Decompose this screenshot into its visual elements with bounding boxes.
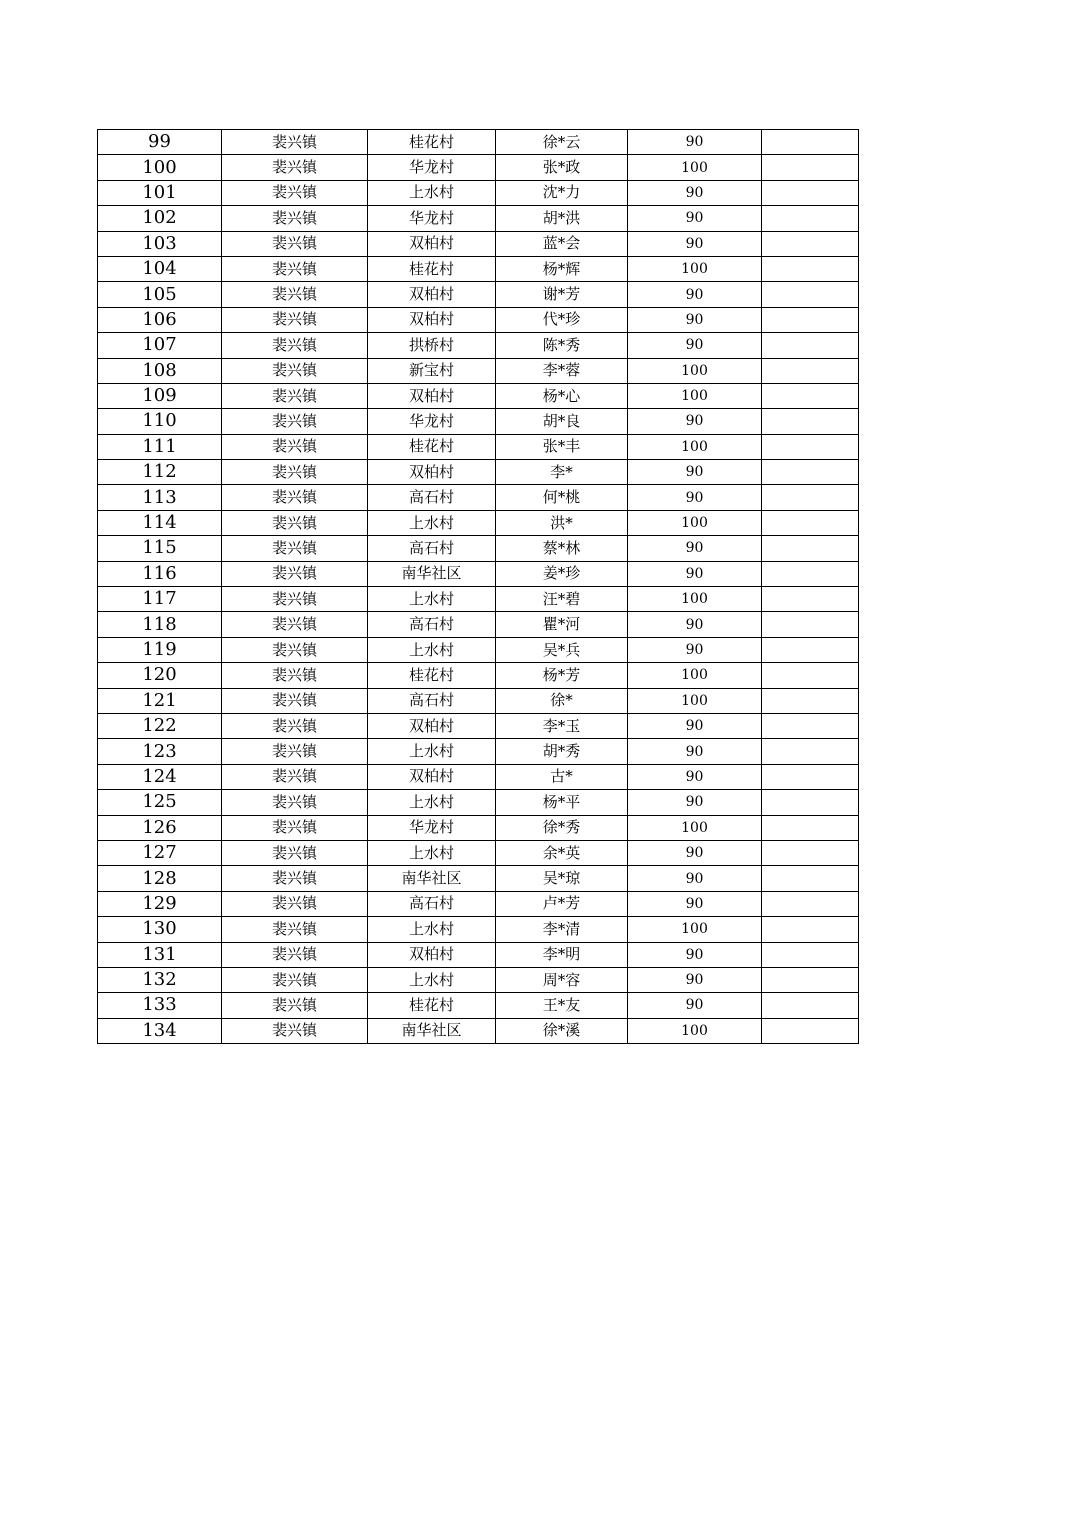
person-name-cell: 张*丰 <box>496 434 628 459</box>
village-cell: 高石村 <box>368 536 496 561</box>
person-name-cell: 张*政 <box>496 155 628 180</box>
table-row <box>98 206 859 231</box>
note-cell <box>762 815 859 840</box>
table-row <box>98 917 859 942</box>
serial-number-cell: 133 <box>98 993 222 1018</box>
person-name-cell: 余*英 <box>496 840 628 865</box>
amount-cell: 90 <box>628 485 762 510</box>
amount-cell: 90 <box>628 231 762 256</box>
serial-number-cell: 104 <box>98 256 222 281</box>
town-cell: 裴兴镇 <box>222 967 368 992</box>
table-row <box>98 231 859 256</box>
serial-number-cell: 127 <box>98 840 222 865</box>
town-cell: 裴兴镇 <box>222 815 368 840</box>
town-cell: 裴兴镇 <box>222 713 368 738</box>
note-cell <box>762 612 859 637</box>
table-row <box>98 942 859 967</box>
town-cell: 裴兴镇 <box>222 891 368 916</box>
amount-cell: 90 <box>628 206 762 231</box>
table-row <box>98 967 859 992</box>
amount-cell: 90 <box>628 561 762 586</box>
amount-cell: 90 <box>628 612 762 637</box>
town-cell: 裴兴镇 <box>222 510 368 535</box>
table-row <box>98 409 859 434</box>
person-name-cell: 陈*秀 <box>496 333 628 358</box>
village-cell: 桂花村 <box>368 434 496 459</box>
town-cell: 裴兴镇 <box>222 383 368 408</box>
amount-cell: 90 <box>628 866 762 891</box>
person-name-cell: 李*清 <box>496 917 628 942</box>
village-cell: 华龙村 <box>368 409 496 434</box>
serial-number-cell: 111 <box>98 434 222 459</box>
note-cell <box>762 130 859 155</box>
village-cell: 上水村 <box>368 790 496 815</box>
note-cell <box>762 180 859 205</box>
amount-cell: 90 <box>628 891 762 916</box>
village-cell: 上水村 <box>368 739 496 764</box>
town-cell: 裴兴镇 <box>222 739 368 764</box>
serial-number-cell: 122 <box>98 713 222 738</box>
town-cell: 裴兴镇 <box>222 485 368 510</box>
note-cell <box>762 206 859 231</box>
town-cell: 裴兴镇 <box>222 460 368 485</box>
village-cell: 上水村 <box>368 967 496 992</box>
note-cell <box>762 485 859 510</box>
table-row <box>98 256 859 281</box>
serial-number-cell: 129 <box>98 891 222 916</box>
person-name-cell: 李* <box>496 460 628 485</box>
town-cell: 裴兴镇 <box>222 358 368 383</box>
person-name-cell: 周*容 <box>496 967 628 992</box>
amount-cell: 100 <box>628 815 762 840</box>
note-cell <box>762 891 859 916</box>
person-name-cell: 王*友 <box>496 993 628 1018</box>
table-row <box>98 561 859 586</box>
note-cell <box>762 637 859 662</box>
table-row <box>98 333 859 358</box>
table-row <box>98 1018 859 1043</box>
amount-cell: 90 <box>628 739 762 764</box>
person-name-cell: 胡*洪 <box>496 206 628 231</box>
table-row <box>98 815 859 840</box>
serial-number-cell: 121 <box>98 688 222 713</box>
note-cell <box>762 790 859 815</box>
amount-cell: 90 <box>628 840 762 865</box>
person-name-cell: 何*桃 <box>496 485 628 510</box>
table-row <box>98 739 859 764</box>
note-cell <box>762 333 859 358</box>
note-cell <box>762 307 859 332</box>
amount-cell: 100 <box>628 688 762 713</box>
note-cell <box>762 409 859 434</box>
table-row <box>98 180 859 205</box>
serial-number-cell: 131 <box>98 942 222 967</box>
amount-cell: 90 <box>628 130 762 155</box>
village-cell: 双柏村 <box>368 231 496 256</box>
village-cell: 双柏村 <box>368 764 496 789</box>
person-name-cell: 吴*琼 <box>496 866 628 891</box>
note-cell <box>762 917 859 942</box>
note-cell <box>762 688 859 713</box>
table-row <box>98 663 859 688</box>
amount-cell: 90 <box>628 790 762 815</box>
amount-cell: 90 <box>628 307 762 332</box>
serial-number-cell: 124 <box>98 764 222 789</box>
note-cell <box>762 510 859 535</box>
serial-number-cell: 134 <box>98 1018 222 1043</box>
note-cell <box>762 942 859 967</box>
amount-cell: 100 <box>628 155 762 180</box>
person-name-cell: 代*珍 <box>496 307 628 332</box>
person-name-cell: 瞿*河 <box>496 612 628 637</box>
amount-cell: 90 <box>628 942 762 967</box>
table-row <box>98 383 859 408</box>
amount-cell: 90 <box>628 282 762 307</box>
table-row <box>98 637 859 662</box>
note-cell <box>762 587 859 612</box>
amount-cell: 100 <box>628 587 762 612</box>
village-cell: 桂花村 <box>368 663 496 688</box>
serial-number-cell: 109 <box>98 383 222 408</box>
town-cell: 裴兴镇 <box>222 840 368 865</box>
town-cell: 裴兴镇 <box>222 231 368 256</box>
table-row <box>98 155 859 180</box>
serial-number-cell: 106 <box>98 307 222 332</box>
serial-number-cell: 100 <box>98 155 222 180</box>
town-cell: 裴兴镇 <box>222 612 368 637</box>
note-cell <box>762 1018 859 1043</box>
person-name-cell: 杨*心 <box>496 383 628 408</box>
amount-cell: 90 <box>628 409 762 434</box>
note-cell <box>762 460 859 485</box>
note-cell <box>762 256 859 281</box>
village-cell: 拱桥村 <box>368 333 496 358</box>
amount-cell: 90 <box>628 993 762 1018</box>
amount-cell: 90 <box>628 180 762 205</box>
note-cell <box>762 358 859 383</box>
person-name-cell: 胡*秀 <box>496 739 628 764</box>
table-row <box>98 612 859 637</box>
serial-number-cell: 119 <box>98 637 222 662</box>
town-cell: 裴兴镇 <box>222 409 368 434</box>
note-cell <box>762 739 859 764</box>
person-name-cell: 古* <box>496 764 628 789</box>
serial-number-cell: 125 <box>98 790 222 815</box>
amount-cell: 100 <box>628 383 762 408</box>
table-row <box>98 434 859 459</box>
town-cell: 裴兴镇 <box>222 790 368 815</box>
town-cell: 裴兴镇 <box>222 663 368 688</box>
amount-cell: 100 <box>628 256 762 281</box>
village-cell: 上水村 <box>368 637 496 662</box>
village-cell: 高石村 <box>368 891 496 916</box>
table-row <box>98 130 859 155</box>
table-row <box>98 713 859 738</box>
person-name-cell: 蔡*林 <box>496 536 628 561</box>
note-cell <box>762 713 859 738</box>
town-cell: 裴兴镇 <box>222 637 368 662</box>
amount-cell: 90 <box>628 333 762 358</box>
data-table <box>97 129 859 1044</box>
note-cell <box>762 663 859 688</box>
table-row <box>98 866 859 891</box>
serial-number-cell: 101 <box>98 180 222 205</box>
town-cell: 裴兴镇 <box>222 155 368 180</box>
person-name-cell: 沈*力 <box>496 180 628 205</box>
village-cell: 上水村 <box>368 510 496 535</box>
note-cell <box>762 282 859 307</box>
town-cell: 裴兴镇 <box>222 307 368 332</box>
amount-cell: 100 <box>628 434 762 459</box>
village-cell: 桂花村 <box>368 993 496 1018</box>
village-cell: 南华社区 <box>368 1018 496 1043</box>
table-row <box>98 307 859 332</box>
note-cell <box>762 840 859 865</box>
village-cell: 双柏村 <box>368 282 496 307</box>
village-cell: 高石村 <box>368 612 496 637</box>
serial-number-cell: 118 <box>98 612 222 637</box>
village-cell: 双柏村 <box>368 383 496 408</box>
village-cell: 双柏村 <box>368 942 496 967</box>
table-row <box>98 764 859 789</box>
person-name-cell: 谢*芳 <box>496 282 628 307</box>
town-cell: 裴兴镇 <box>222 206 368 231</box>
table-body <box>98 130 859 1044</box>
amount-cell: 100 <box>628 1018 762 1043</box>
note-cell <box>762 383 859 408</box>
table-row <box>98 358 859 383</box>
table-row <box>98 790 859 815</box>
village-cell: 桂花村 <box>368 130 496 155</box>
town-cell: 裴兴镇 <box>222 536 368 561</box>
note-cell <box>762 764 859 789</box>
person-name-cell: 李*蓉 <box>496 358 628 383</box>
note-cell <box>762 561 859 586</box>
amount-cell: 100 <box>628 510 762 535</box>
town-cell: 裴兴镇 <box>222 1018 368 1043</box>
table-row <box>98 840 859 865</box>
person-name-cell: 杨*芳 <box>496 663 628 688</box>
village-cell: 华龙村 <box>368 815 496 840</box>
person-name-cell: 吴*兵 <box>496 637 628 662</box>
village-cell: 华龙村 <box>368 206 496 231</box>
table-row <box>98 891 859 916</box>
serial-number-cell: 112 <box>98 460 222 485</box>
town-cell: 裴兴镇 <box>222 764 368 789</box>
person-name-cell: 姜*珍 <box>496 561 628 586</box>
table-row <box>98 993 859 1018</box>
town-cell: 裴兴镇 <box>222 866 368 891</box>
town-cell: 裴兴镇 <box>222 993 368 1018</box>
amount-cell: 90 <box>628 536 762 561</box>
amount-cell: 90 <box>628 460 762 485</box>
village-cell: 桂花村 <box>368 256 496 281</box>
serial-number-cell: 113 <box>98 485 222 510</box>
town-cell: 裴兴镇 <box>222 561 368 586</box>
village-cell: 南华社区 <box>368 866 496 891</box>
village-cell: 双柏村 <box>368 713 496 738</box>
town-cell: 裴兴镇 <box>222 587 368 612</box>
village-cell: 新宝村 <box>368 358 496 383</box>
note-cell <box>762 536 859 561</box>
amount-cell: 90 <box>628 764 762 789</box>
amount-cell: 90 <box>628 713 762 738</box>
table-row <box>98 282 859 307</box>
table-row <box>98 510 859 535</box>
amount-cell: 100 <box>628 917 762 942</box>
serial-number-cell: 116 <box>98 561 222 586</box>
serial-number-cell: 102 <box>98 206 222 231</box>
serial-number-cell: 107 <box>98 333 222 358</box>
town-cell: 裴兴镇 <box>222 130 368 155</box>
town-cell: 裴兴镇 <box>222 282 368 307</box>
table-row <box>98 587 859 612</box>
note-cell <box>762 434 859 459</box>
town-cell: 裴兴镇 <box>222 917 368 942</box>
person-name-cell: 蓝*会 <box>496 231 628 256</box>
person-name-cell: 李*明 <box>496 942 628 967</box>
person-name-cell: 杨*平 <box>496 790 628 815</box>
note-cell <box>762 993 859 1018</box>
serial-number-cell: 99 <box>98 130 222 155</box>
town-cell: 裴兴镇 <box>222 333 368 358</box>
serial-number-cell: 120 <box>98 663 222 688</box>
table-row <box>98 460 859 485</box>
village-cell: 华龙村 <box>368 155 496 180</box>
town-cell: 裴兴镇 <box>222 256 368 281</box>
village-cell: 上水村 <box>368 840 496 865</box>
village-cell: 南华社区 <box>368 561 496 586</box>
village-cell: 上水村 <box>368 917 496 942</box>
town-cell: 裴兴镇 <box>222 942 368 967</box>
village-cell: 高石村 <box>368 688 496 713</box>
village-cell: 高石村 <box>368 485 496 510</box>
amount-cell: 100 <box>628 358 762 383</box>
serial-number-cell: 114 <box>98 510 222 535</box>
person-name-cell: 胡*良 <box>496 409 628 434</box>
table-row <box>98 536 859 561</box>
serial-number-cell: 103 <box>98 231 222 256</box>
person-name-cell: 徐*秀 <box>496 815 628 840</box>
serial-number-cell: 126 <box>98 815 222 840</box>
serial-number-cell: 130 <box>98 917 222 942</box>
town-cell: 裴兴镇 <box>222 434 368 459</box>
person-name-cell: 卢*芳 <box>496 891 628 916</box>
note-cell <box>762 231 859 256</box>
village-cell: 双柏村 <box>368 307 496 332</box>
serial-number-cell: 128 <box>98 866 222 891</box>
note-cell <box>762 967 859 992</box>
person-name-cell: 徐* <box>496 688 628 713</box>
amount-cell: 90 <box>628 637 762 662</box>
note-cell <box>762 866 859 891</box>
serial-number-cell: 115 <box>98 536 222 561</box>
person-name-cell: 李*玉 <box>496 713 628 738</box>
table-row <box>98 485 859 510</box>
person-name-cell: 徐*云 <box>496 130 628 155</box>
serial-number-cell: 110 <box>98 409 222 434</box>
town-cell: 裴兴镇 <box>222 180 368 205</box>
town-cell: 裴兴镇 <box>222 688 368 713</box>
amount-cell: 90 <box>628 967 762 992</box>
serial-number-cell: 108 <box>98 358 222 383</box>
village-cell: 上水村 <box>368 180 496 205</box>
table-row <box>98 688 859 713</box>
person-name-cell: 徐*溪 <box>496 1018 628 1043</box>
person-name-cell: 汪*碧 <box>496 587 628 612</box>
note-cell <box>762 155 859 180</box>
serial-number-cell: 123 <box>98 739 222 764</box>
serial-number-cell: 105 <box>98 282 222 307</box>
amount-cell: 100 <box>628 663 762 688</box>
serial-number-cell: 132 <box>98 967 222 992</box>
person-name-cell: 洪* <box>496 510 628 535</box>
serial-number-cell: 117 <box>98 587 222 612</box>
village-cell: 上水村 <box>368 587 496 612</box>
village-cell: 双柏村 <box>368 460 496 485</box>
person-name-cell: 杨*辉 <box>496 256 628 281</box>
